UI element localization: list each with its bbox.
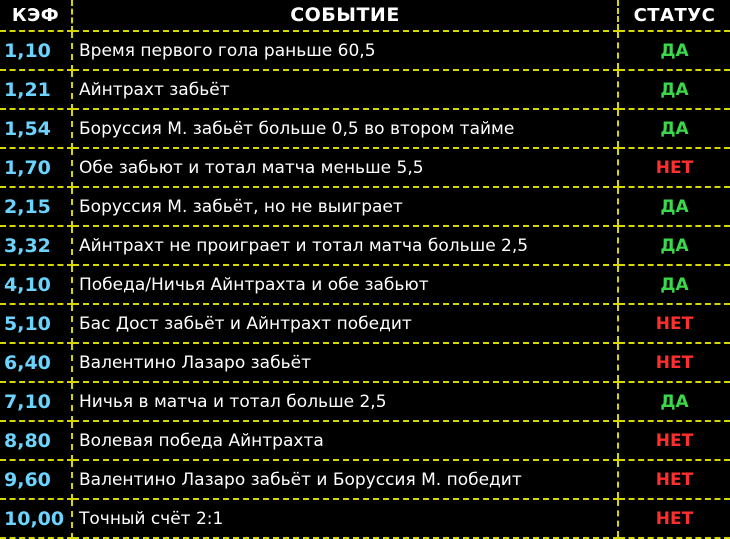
table-row bbox=[0, 460, 730, 499]
cell-odds: 3,32 bbox=[0, 226, 72, 265]
status-badge: ДА bbox=[618, 31, 730, 70]
cell-odds: 7,10 bbox=[0, 382, 72, 421]
table-row bbox=[0, 499, 730, 538]
status-badge: ДА bbox=[618, 226, 730, 265]
table-row bbox=[0, 265, 730, 304]
cell-event: Боруссия М. забьёт больше 0,5 во втором тайме bbox=[72, 109, 618, 148]
table-row bbox=[0, 304, 730, 343]
status-badge: ДА bbox=[618, 382, 730, 421]
cell-odds: 5,10 bbox=[0, 304, 72, 343]
status-badge: НЕТ bbox=[618, 304, 730, 343]
status-badge: НЕТ bbox=[618, 499, 730, 538]
cell-odds: 6,40 bbox=[0, 343, 72, 382]
cell-odds: 1,70 bbox=[0, 148, 72, 187]
cell-event: Айнтрахт забьёт bbox=[72, 70, 618, 109]
status-badge: ДА bbox=[618, 187, 730, 226]
table-row bbox=[0, 382, 730, 421]
column-header-odds: КЭФ bbox=[0, 0, 72, 31]
table-row bbox=[0, 421, 730, 460]
table-row bbox=[0, 226, 730, 265]
cell-event: Айнтрахт не проиграет и тотал матча больше 2,5 bbox=[72, 226, 618, 265]
cell-odds: 1,21 bbox=[0, 70, 72, 109]
table-body bbox=[0, 31, 730, 538]
cell-event: Время первого гола раньше 60,5 bbox=[72, 31, 618, 70]
cell-event: Точный счёт 2:1 bbox=[72, 499, 618, 538]
cell-event: Волевая победа Айнтрахта bbox=[72, 421, 618, 460]
status-badge: НЕТ bbox=[618, 148, 730, 187]
cell-event: Валентино Лазаро забьёт и Боруссия М. победит bbox=[72, 460, 618, 499]
cell-odds: 10,00 bbox=[0, 499, 72, 538]
table-row bbox=[0, 343, 730, 382]
cell-event: Боруссия М. забьёт, но не выиграет bbox=[72, 187, 618, 226]
column-header-status: СТАТУС bbox=[618, 0, 730, 31]
table-row bbox=[0, 187, 730, 226]
cell-event: Ничья в матча и тотал больше 2,5 bbox=[72, 382, 618, 421]
status-badge: НЕТ bbox=[618, 460, 730, 499]
status-badge: НЕТ bbox=[618, 421, 730, 460]
cell-odds: 8,80 bbox=[0, 421, 72, 460]
status-badge: ДА bbox=[618, 265, 730, 304]
status-badge: ДА bbox=[618, 70, 730, 109]
cell-odds: 4,10 bbox=[0, 265, 72, 304]
cell-odds: 2,15 bbox=[0, 187, 72, 226]
table-row bbox=[0, 109, 730, 148]
cell-event: Победа/Ничья Айнтрахта и обе забьют bbox=[72, 265, 618, 304]
table-row bbox=[0, 70, 730, 109]
cell-odds: 1,10 bbox=[0, 31, 72, 70]
cell-event: Обе забьют и тотал матча меньше 5,5 bbox=[72, 148, 618, 187]
column-header-event: СОБЫТИЕ bbox=[72, 0, 618, 31]
table-header-row bbox=[0, 0, 730, 31]
status-badge: НЕТ bbox=[618, 343, 730, 382]
cell-odds: 1,54 bbox=[0, 109, 72, 148]
table-row bbox=[0, 148, 730, 187]
cell-odds: 9,60 bbox=[0, 460, 72, 499]
status-badge: ДА bbox=[618, 109, 730, 148]
table-row bbox=[0, 31, 730, 70]
cell-event: Бас Дост забьёт и Айнтрахт победит bbox=[72, 304, 618, 343]
table-header bbox=[0, 0, 730, 31]
cell-event: Валентино Лазаро забьёт bbox=[72, 343, 618, 382]
